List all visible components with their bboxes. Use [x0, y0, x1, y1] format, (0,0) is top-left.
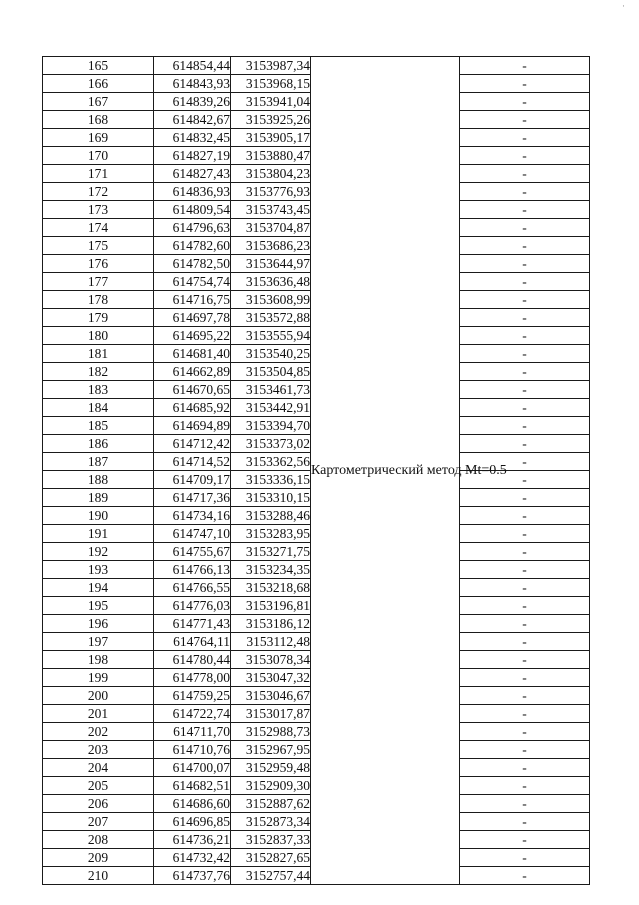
- x-coordinate-cell: 614686,60: [154, 795, 231, 813]
- y-coordinate-cell: 3152959,48: [231, 759, 311, 777]
- x-coordinate-cell: 614836,93: [154, 183, 231, 201]
- point-number-cell: 174: [43, 219, 154, 237]
- x-coordinate-cell: 614712,42: [154, 435, 231, 453]
- x-coordinate-cell: 614832,45: [154, 129, 231, 147]
- y-coordinate-cell: 3152967,95: [231, 741, 311, 759]
- note-cell: -: [460, 399, 590, 417]
- point-number-cell: 176: [43, 255, 154, 273]
- y-coordinate-cell: 3153636,48: [231, 273, 311, 291]
- note-cell: -: [460, 93, 590, 111]
- y-coordinate-cell: 3153288,46: [231, 507, 311, 525]
- y-coordinate-cell: 3153925,26: [231, 111, 311, 129]
- x-coordinate-cell: 614732,42: [154, 849, 231, 867]
- point-number-cell: 189: [43, 489, 154, 507]
- note-cell: -: [460, 687, 590, 705]
- point-number-cell: 206: [43, 795, 154, 813]
- point-number-cell: 197: [43, 633, 154, 651]
- point-number-cell: 202: [43, 723, 154, 741]
- note-cell: -: [460, 561, 590, 579]
- x-coordinate-cell: 614710,76: [154, 741, 231, 759]
- x-coordinate-cell: 614716,75: [154, 291, 231, 309]
- y-coordinate-cell: 3153704,87: [231, 219, 311, 237]
- note-cell: -: [460, 165, 590, 183]
- point-number-cell: 194: [43, 579, 154, 597]
- y-coordinate-cell: 3153283,95: [231, 525, 311, 543]
- x-coordinate-cell: 614682,51: [154, 777, 231, 795]
- x-coordinate-cell: 614796,63: [154, 219, 231, 237]
- note-cell: -: [460, 201, 590, 219]
- x-coordinate-cell: 614747,10: [154, 525, 231, 543]
- x-coordinate-cell: 614782,50: [154, 255, 231, 273]
- note-cell: -: [460, 273, 590, 291]
- note-cell: -: [460, 327, 590, 345]
- point-number-cell: 204: [43, 759, 154, 777]
- coordinates-table: [42, 56, 590, 885]
- x-coordinate-cell: 614766,13: [154, 561, 231, 579]
- x-coordinate-cell: 614711,70: [154, 723, 231, 741]
- y-coordinate-cell: 3152827,65: [231, 849, 311, 867]
- note-cell: -: [460, 309, 590, 327]
- x-coordinate-cell: 614778,00: [154, 669, 231, 687]
- x-coordinate-cell: 614696,85: [154, 813, 231, 831]
- y-coordinate-cell: 3153776,93: [231, 183, 311, 201]
- point-number-cell: 169: [43, 129, 154, 147]
- x-coordinate-cell: 614700,07: [154, 759, 231, 777]
- note-cell: -: [460, 219, 590, 237]
- note-cell: -: [460, 759, 590, 777]
- point-number-cell: 177: [43, 273, 154, 291]
- y-coordinate-cell: 3153686,23: [231, 237, 311, 255]
- x-coordinate-cell: 614717,36: [154, 489, 231, 507]
- y-coordinate-cell: 3153608,99: [231, 291, 311, 309]
- x-coordinate-cell: 614755,67: [154, 543, 231, 561]
- y-coordinate-cell: 3153644,97: [231, 255, 311, 273]
- point-number-cell: 182: [43, 363, 154, 381]
- note-cell: -: [460, 183, 590, 201]
- point-number-cell: 200: [43, 687, 154, 705]
- note-cell: -: [460, 669, 590, 687]
- note-cell: -: [460, 543, 590, 561]
- note-cell: -: [460, 831, 590, 849]
- point-number-cell: 168: [43, 111, 154, 129]
- y-coordinate-cell: 3153112,48: [231, 633, 311, 651]
- y-coordinate-cell: 3153905,17: [231, 129, 311, 147]
- x-coordinate-cell: 614737,76: [154, 867, 231, 885]
- point-number-cell: 192: [43, 543, 154, 561]
- x-coordinate-cell: 614782,60: [154, 237, 231, 255]
- point-number-cell: 170: [43, 147, 154, 165]
- y-coordinate-cell: 3153218,68: [231, 579, 311, 597]
- point-number-cell: 188: [43, 471, 154, 489]
- note-cell: -: [460, 741, 590, 759]
- note-cell: -: [460, 345, 590, 363]
- x-coordinate-cell: 614839,26: [154, 93, 231, 111]
- y-coordinate-cell: 3153555,94: [231, 327, 311, 345]
- point-number-cell: 208: [43, 831, 154, 849]
- point-number-cell: 175: [43, 237, 154, 255]
- point-number-cell: 185: [43, 417, 154, 435]
- x-coordinate-cell: 614694,89: [154, 417, 231, 435]
- y-coordinate-cell: 3153046,67: [231, 687, 311, 705]
- x-coordinate-cell: 614695,22: [154, 327, 231, 345]
- note-cell: -: [460, 777, 590, 795]
- note-cell: -: [460, 867, 590, 885]
- x-coordinate-cell: 614754,74: [154, 273, 231, 291]
- x-coordinate-cell: 614809,54: [154, 201, 231, 219]
- x-coordinate-cell: 614709,17: [154, 471, 231, 489]
- y-coordinate-cell: 3153017,87: [231, 705, 311, 723]
- x-coordinate-cell: 614662,89: [154, 363, 231, 381]
- point-number-cell: 191: [43, 525, 154, 543]
- point-number-cell: 209: [43, 849, 154, 867]
- y-coordinate-cell: 3153310,15: [231, 489, 311, 507]
- y-coordinate-cell: 3153743,45: [231, 201, 311, 219]
- y-coordinate-cell: 3153047,32: [231, 669, 311, 687]
- note-cell: -: [460, 813, 590, 831]
- y-coordinate-cell: 3152909,30: [231, 777, 311, 795]
- y-coordinate-cell: 3153941,04: [231, 93, 311, 111]
- note-cell: -: [460, 291, 590, 309]
- note-cell: -: [460, 579, 590, 597]
- x-coordinate-cell: 614842,67: [154, 111, 231, 129]
- point-number-cell: 196: [43, 615, 154, 633]
- y-coordinate-cell: 3153362,56: [231, 453, 311, 471]
- x-coordinate-cell: 614734,16: [154, 507, 231, 525]
- point-number-cell: 203: [43, 741, 154, 759]
- x-coordinate-cell: 614766,55: [154, 579, 231, 597]
- x-coordinate-cell: 614714,52: [154, 453, 231, 471]
- note-cell: -: [460, 417, 590, 435]
- point-number-cell: 166: [43, 75, 154, 93]
- y-coordinate-cell: 3153572,88: [231, 309, 311, 327]
- point-number-cell: 171: [43, 165, 154, 183]
- x-coordinate-cell: 614780,44: [154, 651, 231, 669]
- note-cell: -: [460, 507, 590, 525]
- point-number-cell: 190: [43, 507, 154, 525]
- point-number-cell: 180: [43, 327, 154, 345]
- y-coordinate-cell: 3153078,34: [231, 651, 311, 669]
- note-cell: -: [460, 705, 590, 723]
- x-coordinate-cell: 614843,93: [154, 75, 231, 93]
- y-coordinate-cell: 3153987,34: [231, 57, 311, 75]
- y-coordinate-cell: 3153442,91: [231, 399, 311, 417]
- note-cell: -: [460, 615, 590, 633]
- point-number-cell: 195: [43, 597, 154, 615]
- y-coordinate-cell: 3153234,35: [231, 561, 311, 579]
- point-number-cell: 165: [43, 57, 154, 75]
- note-cell: -: [460, 255, 590, 273]
- note-cell: -: [460, 57, 590, 75]
- note-cell: -: [460, 849, 590, 867]
- y-coordinate-cell: 3153394,70: [231, 417, 311, 435]
- point-number-cell: 183: [43, 381, 154, 399]
- note-cell: -: [460, 237, 590, 255]
- y-coordinate-cell: 3153186,12: [231, 615, 311, 633]
- point-number-cell: 199: [43, 669, 154, 687]
- point-number-cell: 172: [43, 183, 154, 201]
- y-coordinate-cell: 3153373,02: [231, 435, 311, 453]
- point-number-cell: 193: [43, 561, 154, 579]
- point-number-cell: 201: [43, 705, 154, 723]
- y-coordinate-cell: 3153336,15: [231, 471, 311, 489]
- x-coordinate-cell: 614827,19: [154, 147, 231, 165]
- x-coordinate-cell: 614670,65: [154, 381, 231, 399]
- note-cell: -: [460, 381, 590, 399]
- y-coordinate-cell: 3152988,73: [231, 723, 311, 741]
- note-cell: -: [460, 75, 590, 93]
- point-number-cell: 187: [43, 453, 154, 471]
- x-coordinate-cell: 614697,78: [154, 309, 231, 327]
- x-coordinate-cell: 614722,74: [154, 705, 231, 723]
- y-coordinate-cell: 3153271,75: [231, 543, 311, 561]
- note-cell: -: [460, 129, 590, 147]
- note-cell: -: [460, 489, 590, 507]
- y-coordinate-cell: 3152757,44: [231, 867, 311, 885]
- point-number-cell: 173: [43, 201, 154, 219]
- method-cell: Картометрический метод Mt=0.5: [311, 57, 460, 885]
- x-coordinate-cell: 614681,40: [154, 345, 231, 363]
- x-coordinate-cell: 614685,92: [154, 399, 231, 417]
- note-cell: -: [460, 525, 590, 543]
- x-coordinate-cell: 614771,43: [154, 615, 231, 633]
- note-cell: -: [460, 363, 590, 381]
- x-coordinate-cell: 614776,03: [154, 597, 231, 615]
- corner-mark: ·: [622, 1, 625, 11]
- point-number-cell: 179: [43, 309, 154, 327]
- y-coordinate-cell: 3153880,47: [231, 147, 311, 165]
- note-cell: -: [460, 651, 590, 669]
- y-coordinate-cell: 3152837,33: [231, 831, 311, 849]
- point-number-cell: 207: [43, 813, 154, 831]
- note-cell: -: [460, 453, 590, 471]
- y-coordinate-cell: 3152887,62: [231, 795, 311, 813]
- note-cell: -: [460, 111, 590, 129]
- point-number-cell: 184: [43, 399, 154, 417]
- y-coordinate-cell: 3152873,34: [231, 813, 311, 831]
- y-coordinate-cell: 3153804,23: [231, 165, 311, 183]
- point-number-cell: 178: [43, 291, 154, 309]
- point-number-cell: 167: [43, 93, 154, 111]
- note-cell: -: [460, 435, 590, 453]
- point-number-cell: 186: [43, 435, 154, 453]
- x-coordinate-cell: 614736,21: [154, 831, 231, 849]
- x-coordinate-cell: 614764,11: [154, 633, 231, 651]
- point-number-cell: 198: [43, 651, 154, 669]
- y-coordinate-cell: 3153540,25: [231, 345, 311, 363]
- y-coordinate-cell: 3153504,85: [231, 363, 311, 381]
- y-coordinate-cell: 3153461,73: [231, 381, 311, 399]
- point-number-cell: 205: [43, 777, 154, 795]
- note-cell: -: [460, 147, 590, 165]
- y-coordinate-cell: 3153196,81: [231, 597, 311, 615]
- y-coordinate-cell: 3153968,15: [231, 75, 311, 93]
- note-cell: -: [460, 597, 590, 615]
- point-number-cell: 210: [43, 867, 154, 885]
- note-cell: -: [460, 795, 590, 813]
- note-cell: -: [460, 633, 590, 651]
- x-coordinate-cell: 614854,44: [154, 57, 231, 75]
- table-body: [43, 57, 590, 885]
- note-cell: -: [460, 723, 590, 741]
- table-row: [43, 57, 590, 75]
- note-cell: -: [460, 471, 590, 489]
- x-coordinate-cell: 614827,43: [154, 165, 231, 183]
- point-number-cell: 181: [43, 345, 154, 363]
- x-coordinate-cell: 614759,25: [154, 687, 231, 705]
